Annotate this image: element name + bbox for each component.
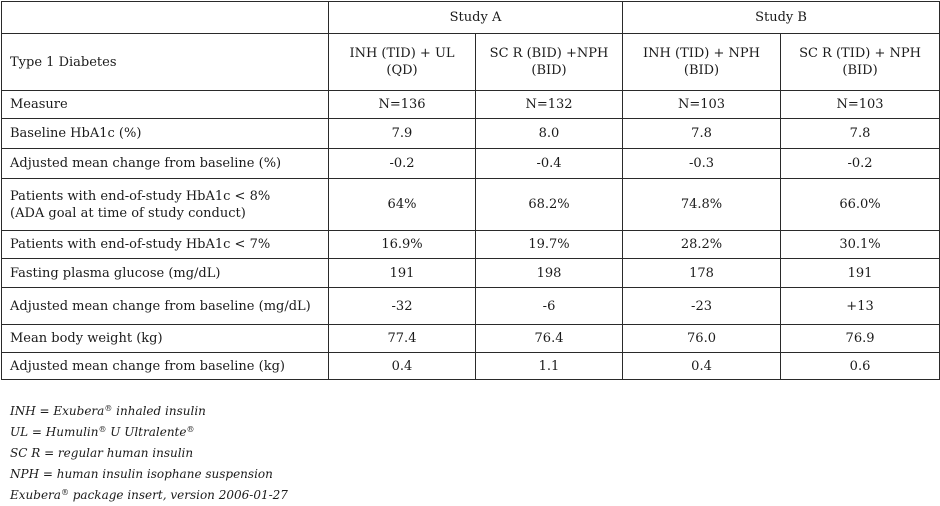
row-label-line1: Patients with end-of-study HbA1c < 8%: [10, 188, 271, 204]
arm-line1: SC R (TID) + NPH: [799, 46, 921, 61]
table-cell: 30.1%: [781, 231, 940, 259]
table-cell: 28.2%: [623, 231, 781, 259]
table-cell: 7.8: [623, 119, 781, 149]
table-cell: 198: [476, 259, 623, 288]
arm-header-row: [2, 34, 940, 91]
table-row: [2, 288, 940, 325]
study-a-header: Study A: [329, 2, 623, 34]
arm-line1: SC R (BID) +NPH: [489, 46, 609, 61]
arm-line1: INH (TID) + UL: [349, 46, 455, 61]
table-cell: 0.6: [781, 353, 940, 380]
table-row: [2, 119, 940, 149]
table-cell: 191: [781, 259, 940, 288]
footnote-text: package insert, version 2006-01-27: [68, 488, 288, 502]
table-row: [2, 353, 940, 380]
table-cell: -6: [476, 288, 623, 325]
row-label: Adjusted mean change from baseline (mg/dL): [2, 288, 329, 325]
table-row: [2, 325, 940, 353]
arm-header-cell: [781, 34, 940, 91]
study-b-header: Study B: [623, 2, 940, 34]
row-label: Fasting plasma glucose (mg/dL): [2, 259, 329, 288]
footnotes: [10, 401, 288, 506]
arm-header-cell: [329, 34, 476, 91]
table-cell: 76.4: [476, 325, 623, 353]
footnote-text: U Ultralente: [106, 425, 187, 439]
footnote-text: inhaled insulin: [112, 404, 206, 418]
table-cell: 191: [329, 259, 476, 288]
footnote-text: Exubera: [10, 488, 61, 502]
row-label: Mean body weight (kg): [2, 325, 329, 353]
registered-mark: ®: [60, 488, 69, 497]
table-cell: 64%: [329, 179, 476, 231]
table-row: [2, 179, 940, 231]
table-cell: 77.4: [329, 325, 476, 353]
footnote-nph: NPH = human insulin isophane suspension: [10, 467, 273, 481]
table-row: [2, 231, 940, 259]
table-cell: 76.0: [623, 325, 781, 353]
row-label-line2: (ADA goal at time of study conduct): [10, 205, 246, 221]
table-cell: 178: [623, 259, 781, 288]
table-row: [2, 259, 940, 288]
table-cell: -32: [329, 288, 476, 325]
table-cell: 1.1: [476, 353, 623, 380]
row-label: Adjusted mean change from baseline (kg): [2, 353, 329, 380]
arm-header-cell: [623, 34, 781, 91]
table-cell: -0.2: [781, 149, 940, 179]
table-cell: 66.0%: [781, 179, 940, 231]
study-header-row: [2, 2, 940, 34]
arm-line2: (QD): [386, 63, 418, 78]
table-cell: -0.3: [623, 149, 781, 179]
arm-header-cell: [476, 34, 623, 91]
row-label: Measure: [2, 91, 329, 119]
arm-line2: (BID): [842, 63, 878, 78]
footnote-scr: SC R = regular human insulin: [10, 446, 194, 460]
table-cell: N=132: [476, 91, 623, 119]
row-label: Baseline HbA1c (%): [2, 119, 329, 149]
table-cell: 8.0: [476, 119, 623, 149]
row-label: [2, 179, 329, 231]
registered-mark: ®: [98, 425, 107, 434]
table-cell: -0.2: [329, 149, 476, 179]
arm-line1: INH (TID) + NPH: [643, 46, 760, 61]
table-cell: 19.7%: [476, 231, 623, 259]
results-table: [1, 1, 940, 380]
table-cell: 0.4: [623, 353, 781, 380]
footnote-source: [10, 485, 288, 506]
row-header-title: Type 1 Diabetes: [2, 34, 329, 91]
table-cell: +13: [781, 288, 940, 325]
table-row: [2, 149, 940, 179]
table-cell: 16.9%: [329, 231, 476, 259]
table-cell: 74.8%: [623, 179, 781, 231]
table-cell: -23: [623, 288, 781, 325]
registered-mark: ®: [186, 425, 195, 434]
footnote-text: INH = Exubera: [10, 404, 105, 418]
table-cell: 0.4: [329, 353, 476, 380]
row-label: Patients with end-of-study HbA1c < 7%: [2, 231, 329, 259]
footnote-text: UL = Humulin: [10, 425, 99, 439]
table-cell: 7.9: [329, 119, 476, 149]
table-cell: 76.9: [781, 325, 940, 353]
table-cell: 68.2%: [476, 179, 623, 231]
table-cell: 7.8: [781, 119, 940, 149]
footnote-ul: [10, 422, 288, 443]
registered-mark: ®: [104, 404, 113, 413]
footnote-inh: [10, 401, 288, 422]
arm-line2: (BID): [531, 63, 567, 78]
table-cell: -0.4: [476, 149, 623, 179]
row-label: Adjusted mean change from baseline (%): [2, 149, 329, 179]
table-cell: N=103: [781, 91, 940, 119]
empty-corner-cell: [2, 2, 329, 34]
table-cell: N=136: [329, 91, 476, 119]
table-cell: N=103: [623, 91, 781, 119]
table-row: [2, 91, 940, 119]
arm-line2: (BID): [683, 63, 720, 78]
